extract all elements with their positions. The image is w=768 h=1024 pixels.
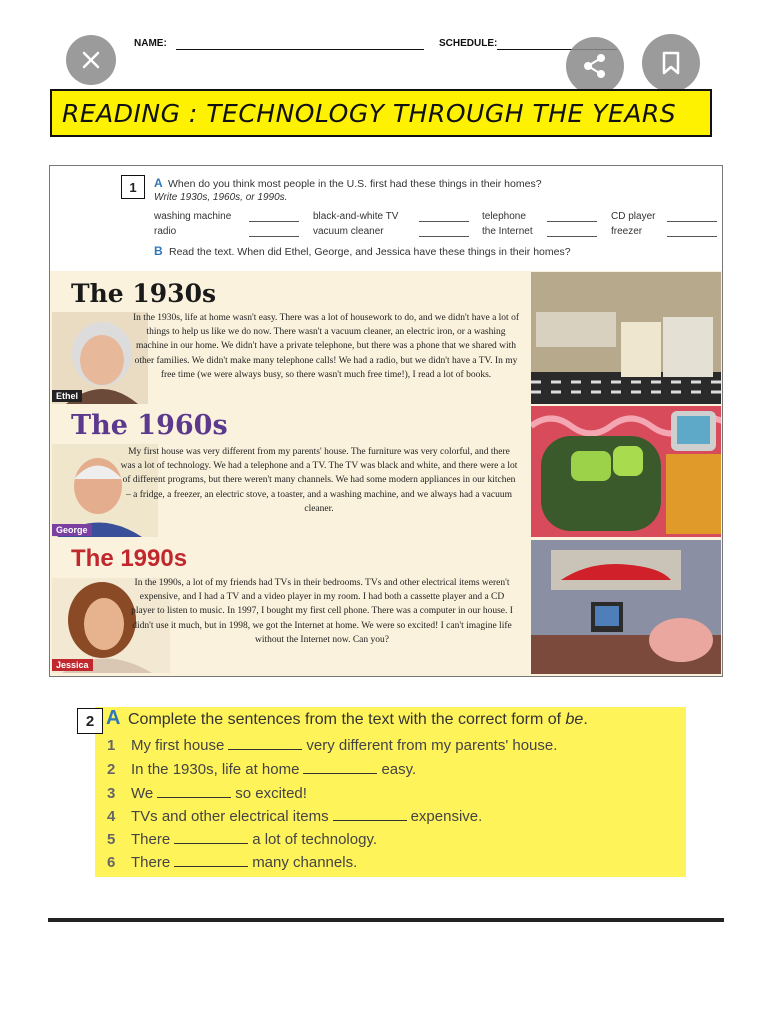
kitchen-1930s-photo [531, 272, 721, 404]
sentence-end: easy. [381, 761, 417, 778]
sentence-number: 1 [107, 737, 116, 754]
sentence-start: In the 1930s, life at home [131, 761, 300, 778]
answer-blank[interactable] [667, 225, 717, 237]
item-freezer: freezer [611, 226, 643, 237]
item-radio: radio [154, 226, 177, 237]
name-line [176, 49, 424, 50]
sentence-start: We [131, 785, 154, 802]
answer-blank[interactable] [249, 225, 299, 237]
item-washing-machine: washing machine [154, 211, 232, 222]
share-button[interactable] [566, 37, 624, 95]
sentence-number: 2 [107, 761, 116, 778]
title-banner [50, 89, 712, 137]
item-internet: the Internet [482, 226, 533, 237]
sentence-4 [107, 808, 482, 825]
sentence-start: There [131, 854, 171, 871]
answer-blank[interactable] [419, 225, 469, 237]
heading-1990s: The 1990s [71, 545, 188, 572]
close-icon [80, 49, 102, 71]
part-b-instruction: Read the text. When did Ethel, George, and Jessica have these things in their homes? [169, 246, 571, 258]
sentence-start: TVs and other electrical items [131, 808, 329, 825]
sentence-number: 6 [107, 854, 116, 871]
answer-blank[interactable] [333, 820, 407, 821]
part-b-letter: B [154, 244, 163, 258]
name-tag-ethel: Ethel [52, 390, 82, 402]
part-a-instruction: Write 1930s, 1960s, or 1990s. [154, 192, 288, 203]
instruction-text: Complete the sentences from the text with the correct form of [128, 711, 566, 728]
sentence-3 [107, 785, 307, 802]
sentence-end: a lot of technology. [252, 831, 377, 848]
story-1990s: In the 1990s, a lot of my friends had TVs in their bedrooms. TVs and other electrical items weren't expensive, and I had a TV and a video player in my room. I had both a cassette player and a CD player to listen to music. In 1997, I bought my first cell phone. There was a computer in our house. I didn't use it much, but in 1998, we got the Internet at home. We were so excited! I can't imagine life without the Internet now. Can you? [131, 578, 513, 645]
page-title: READING : TECHNOLOGY THROUGH THE YEARS [62, 98, 677, 128]
bookmark-icon [659, 50, 683, 76]
item-cd-player: CD player [611, 211, 656, 222]
sentence-6 [107, 854, 357, 871]
sentence-start: My first house [131, 737, 225, 754]
name-label: NAME: [134, 38, 167, 49]
item-bw-tv: black-and-white TV [313, 211, 399, 222]
instruction-word: be [565, 711, 584, 728]
exercise-2-number: 2 [77, 708, 103, 734]
sentence-number: 5 [107, 831, 116, 848]
name-tag-jessica: Jessica [52, 659, 93, 671]
heading-1960s: The 1960s [71, 410, 228, 441]
living-room-1960s-photo [531, 406, 721, 537]
sentence-1 [107, 737, 557, 754]
sentence-number: 3 [107, 785, 116, 802]
answer-blank[interactable] [667, 210, 717, 222]
sentence-5 [107, 831, 377, 848]
name-tag-george: George [52, 524, 92, 536]
story-1960s: My first house was very different from my parents' house. The furniture was very colorful, and there was a lot of technology. We had a telephone and a TV. The TV was black and white, and there were a lot of different programs, but there weren't many channels. We had some modern appliances in our kitchen – a fridge, a freezer, an electric stove, a toaster, and a washing machine, and we always had a vacuum cleaner. [120, 447, 518, 514]
bookmark-button[interactable] [642, 34, 700, 92]
close-button[interactable] [66, 35, 116, 85]
share-icon [581, 52, 609, 80]
item-telephone: telephone [482, 211, 526, 222]
answer-blank[interactable] [303, 773, 377, 774]
bedroom-1990s-photo [531, 540, 721, 674]
sentence-2 [107, 761, 416, 778]
part-a-letter: A [154, 176, 163, 190]
answer-blank[interactable] [249, 210, 299, 222]
part-a-question: When do you think most people in the U.S. first had these things in their homes? [168, 178, 542, 190]
answer-blank[interactable] [547, 210, 597, 222]
sentence-start: There [131, 831, 171, 848]
answer-blank[interactable] [174, 843, 248, 844]
item-vacuum-cleaner: vacuum cleaner [313, 226, 384, 237]
answer-blank[interactable] [157, 797, 231, 798]
exercise-2-instruction [128, 711, 588, 729]
story-1930s: In the 1930s, life at home wasn't easy. There was a lot of housework to do, and we didn't have a lot of things to help us like we do now. There wasn't a vacuum cleaner, an electric iron, or a washing machine in our home. We didn't have a private telephone, but there was a phone that we shared with other families. We didn't make many telephone calls! We had a radio, but we didn't have a TV. In my free time (we were always busy, so there wasn't much free time!), I read a lot of books. [133, 313, 519, 380]
answer-blank[interactable] [228, 749, 302, 750]
bottom-divider [48, 918, 724, 922]
exercise-2-panel [95, 707, 686, 877]
exercise-2-letter: A [106, 707, 121, 729]
answer-blank[interactable] [419, 210, 469, 222]
answer-blank[interactable] [547, 225, 597, 237]
heading-1930s: The 1930s [71, 279, 217, 308]
sentence-end: expensive. [410, 808, 483, 825]
answer-blank[interactable] [174, 866, 248, 867]
instruction-end: . [583, 711, 588, 728]
sentence-end: so excited! [235, 785, 307, 802]
sentence-end: very different from my parents' house. [306, 737, 558, 754]
sentence-end: many channels. [252, 854, 358, 871]
sentence-number: 4 [107, 808, 116, 825]
exercise-1-number: 1 [121, 175, 145, 199]
schedule-label: SCHEDULE: [439, 38, 498, 49]
